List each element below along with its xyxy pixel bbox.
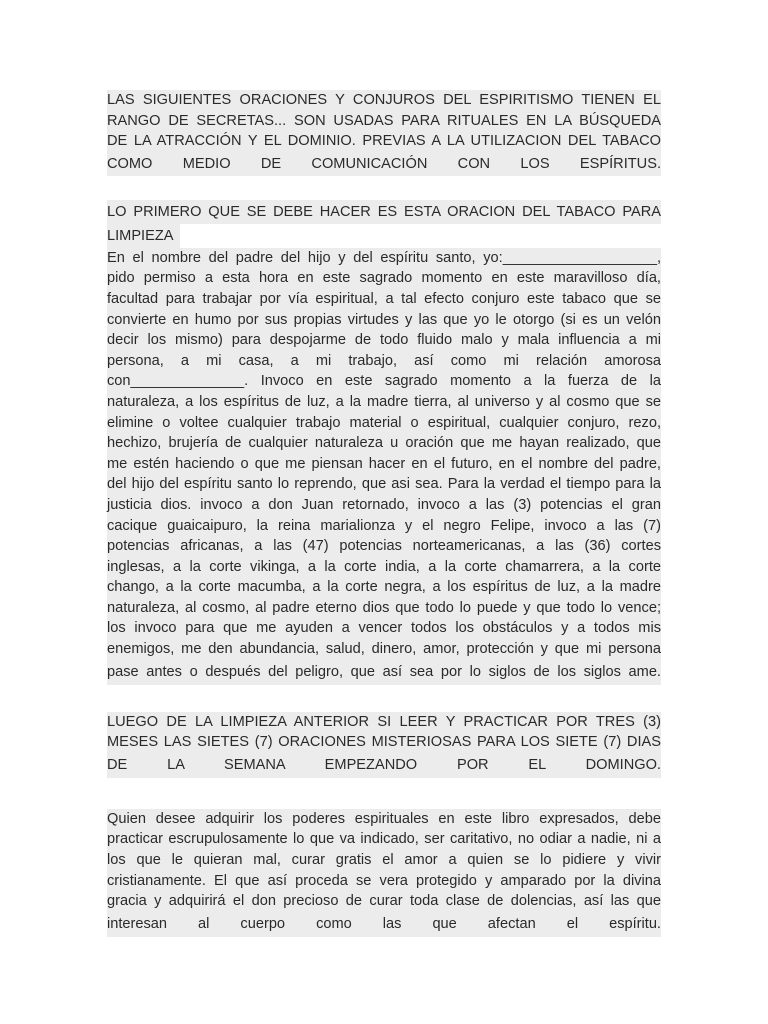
text-line: Quien desee adquirir los poderes espirituales en este libro expresados, debe [107,809,661,830]
text-line: RANGO DE SECRETAS... SON USADAS PARA RITUALES EN LA BÚSQUEDA [107,111,661,132]
text-line: gracia y adquirirá el don precioso de curar toda clase de dolencias, así las que [107,891,661,912]
text-line: LIMPIEZA [107,224,180,248]
text-line: los que le quieran mal, curar gratis el amor a quien se lo pidiere y vivir [107,850,661,871]
prayer-paragraph [107,248,661,685]
text-line: En el nombre del padre del hijo y del espíritu santo, yo:___________________, [107,248,661,269]
text-line: convierte en humo por sus propias virtudes y las que yo le otorgo (si es un velón [107,310,661,331]
text-line: con______________. Invoco en este sagrado momento a la fuerza de la [107,371,661,392]
text-line: elimine o voltee cualquier trabajo material o espiritual, cualquier conjuro, rezo, [107,413,661,434]
text-line: me estén haciendo o que me piensan hacer en el futuro, en el nombre del padre, [107,454,661,475]
text-line: interesan al cuerpo como las que afectan el espíritu. [107,912,661,937]
text-line: LAS SIGUIENTES ORACIONES Y CONJUROS DEL ESPIRITISMO TIENEN EL [107,90,661,111]
text-line: los invoco para que me ayuden a vencer todos los obstáculos y a todos mis [107,618,661,639]
text-line: naturaleza, al cosmo, al padre eterno dios que todo lo puede y que todo lo vence; [107,598,661,619]
closing-paragraph [107,809,661,937]
text-line: cacique guaicaipuro, la reina marialionza y el negro Felipe, invoco a las (7) [107,516,661,537]
text-line: pido permiso a esta hora en este sagrado momento en este maravilloso día, [107,268,661,289]
text-line: decir los mismo) para despojarme de todo fluido malo y mala influencia a mi [107,330,661,351]
text-line: naturaleza, a los espíritus de luz, a la madre tierra, al universo y al cosmo que se [107,392,661,413]
text-line: pase antes o después del peligro, que así sea por lo siglos de los siglos ame. [107,660,661,685]
text-line: MESES LAS SIETES (7) ORACIONES MISTERIOSAS PARA LOS SIETE (7) DIAS [107,732,661,753]
text-line: cristianamente. El que así proceda se vera protegido y amparado por la divina [107,871,661,892]
text-line: DE LA ATRACCIÓN Y EL DOMINIO. PREVIAS A LA UTILIZACION DEL TABACO [107,131,661,152]
text-line: inglesas, a la corte vikinga, a la corte india, a la corte chamarrera, a la corte [107,557,661,578]
text-line: potencias africanas, a las (47) potencias norteamericanas, a las (36) cortes [107,536,661,557]
text-line: enemigos, me den abundancia, salud, dinero, amor, protección y que mi persona [107,639,661,660]
text-line: practicar escrupulosamente lo que va indicado, ser caritativo, no odiar a nadie, ni a [107,829,661,850]
text-line: facultad para trabajar por vía espiritual, a tal efecto conjuro este tabaco que se [107,289,661,310]
text-line: persona, a mi casa, a mi trabajo, así como mi relación amorosa [107,351,661,372]
text-line: chango, a la corte macumba, a la corte negra, a los espíritus de luz, a la madre [107,577,661,598]
document-page [107,90,661,937]
tobacco-heading [107,200,661,248]
text-line: justicia dios. invoco a don Juan retornado, invoco a las (3) potencias el gran [107,495,661,516]
text-line: hechizo, brujería de cualquier naturaleza u oración que me hayan realizado, que [107,433,661,454]
text-line: DE LA SEMANA EMPEZANDO POR EL DOMINGO. [107,753,661,778]
text-line: LO PRIMERO QUE SE DEBE HACER ES ESTA ORACION DEL TABACO PARA [107,200,661,224]
intro-paragraph [107,90,661,176]
text-line: del hijo del espíritu santo lo reprendo, que asi sea. Para la verdad el tiempo para la [107,474,661,495]
instructions-paragraph [107,712,661,778]
text-line: LUEGO DE LA LIMPIEZA ANTERIOR SI LEER Y PRACTICAR POR TRES (3) [107,712,661,733]
text-line: COMO MEDIO DE COMUNICACIÓN CON LOS ESPÍRITUS. [107,152,661,176]
